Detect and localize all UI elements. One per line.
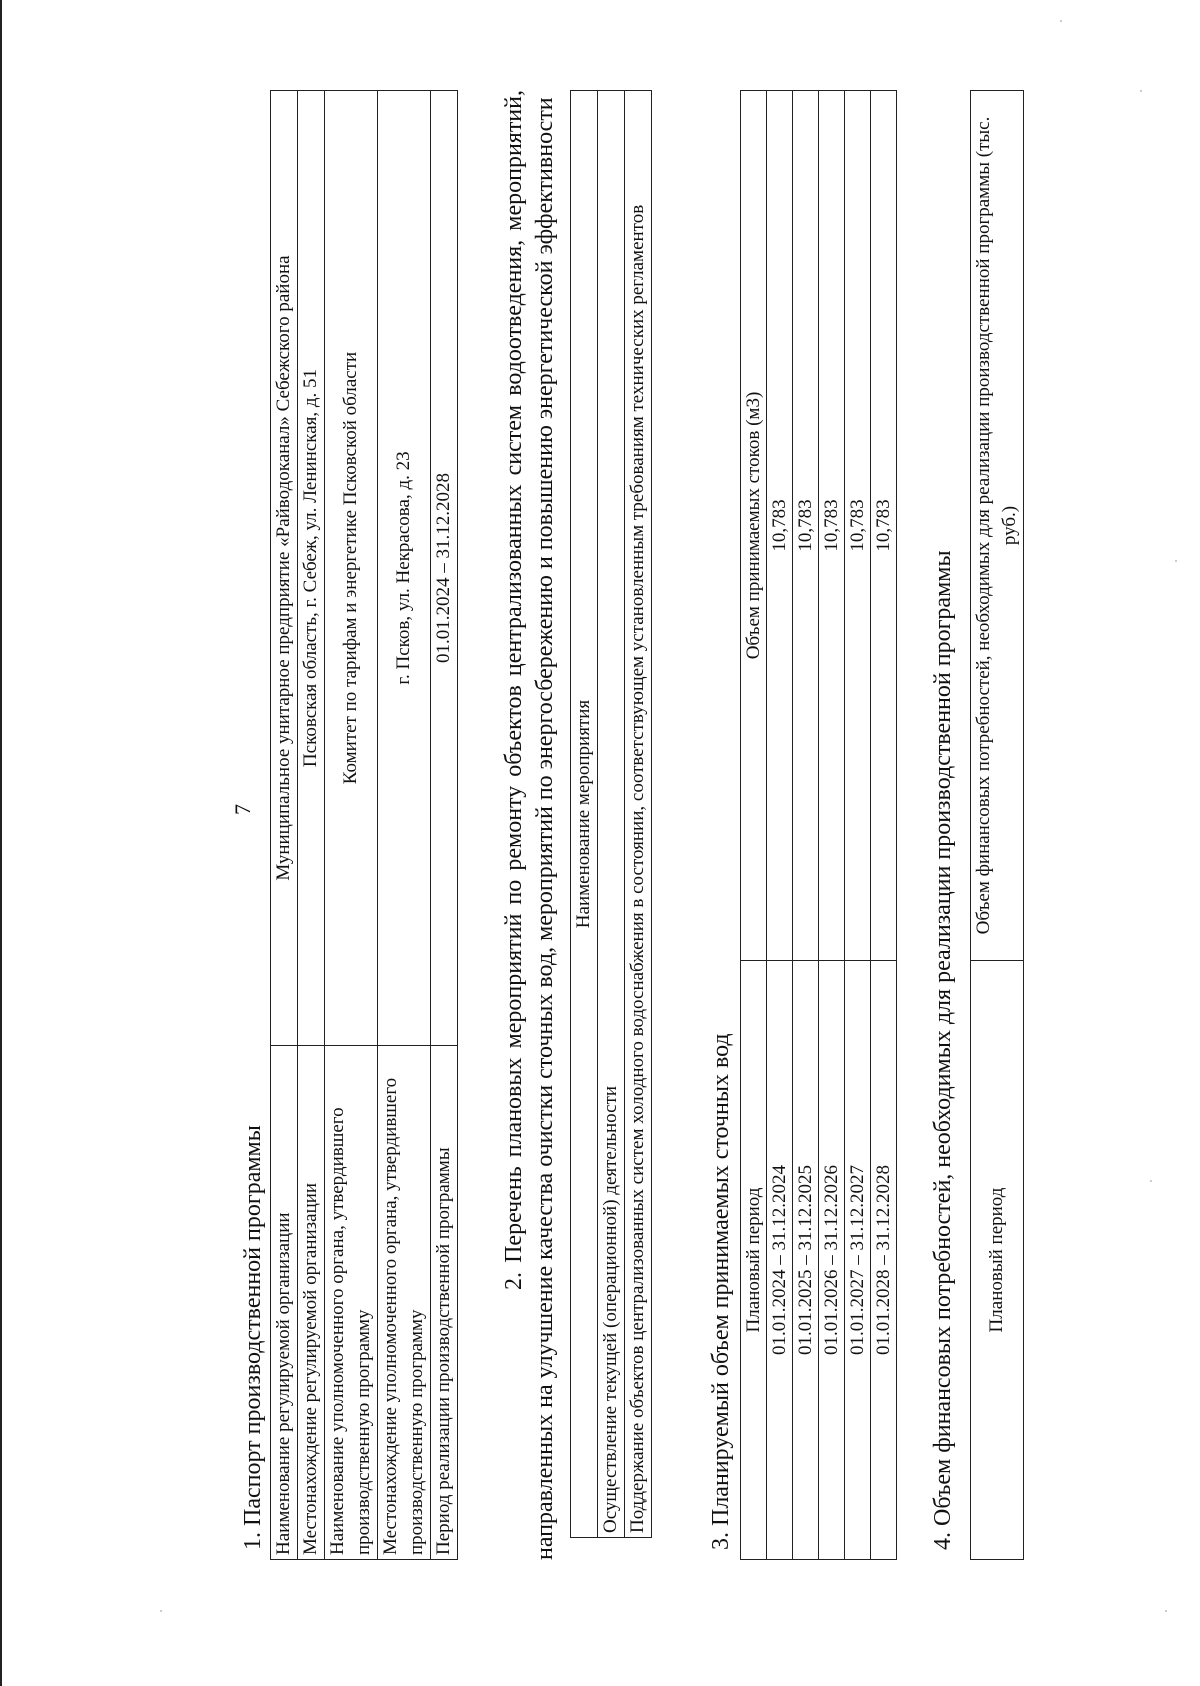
passport-table [270,90,458,1560]
table-cell-label: Наименование регулируемой организации [271,1046,298,1560]
table-cell-value: г. Псков, ул. Некрасова, д. 23 [378,91,431,1046]
table-row [598,91,625,1538]
table-header-row [741,91,767,1560]
section-1-title: 1. Паспорт производственной программы [240,1125,266,1550]
scan-speck [1150,1180,1152,1182]
table-cell-volume: 10,783 [793,91,819,961]
table-cell-period: 01.01.2028 – 31.12.2028 [871,961,897,1560]
table-cell-value: Псковская область, г. Себеж, ул. Ленинская, д. 51 [298,91,325,1046]
table-header-row [971,91,1024,1560]
section-3-title: 3. Планируемый объем принимаемых сточных вод [708,1033,734,1550]
table-cell-value: 01.01.2024 – 31.12.2028 [431,91,458,1046]
table-cell-period: 01.01.2027 – 31.12.2027 [845,961,871,1560]
table-row [325,91,378,1560]
table-cell-volume: 10,783 [819,91,845,961]
table-row [845,91,871,1560]
scan-speck [160,1610,162,1612]
section-2-title: 2. Перечень плановых мероприятий по ремонту объектов централизованных систем водоотведения, мероприятий, направленных на улучшение качества очистки сточных вод, мероприятий по энергосбережению и повышению энергетической эффективности [501,90,558,1560]
table-row [793,91,819,1560]
table-row [378,91,431,1560]
table-header-cell: Объем финансовых потребностей, необходимых для реализации производственной программы (тыс. руб.) [971,91,1024,961]
table-row [271,91,298,1560]
table-cell-volume: 10,783 [871,91,897,961]
table-header-row [571,91,598,1538]
section-4-title: 4. Объем финансовых потребностей, необходимых для реализации производственной программы [930,550,956,1550]
table-header-cell: Плановый период [971,961,1024,1560]
table-cell-label: Местонахождение уполномоченного органа, утвердившего производственную программу [378,1046,431,1560]
table-cell-period: 01.01.2024 – 31.12.2024 [767,961,793,1560]
scan-speck [1140,90,1142,92]
table-row [819,91,845,1560]
table-cell-value: Комитет по тарифам и энергетике Псковской области [325,91,378,1046]
scan-left-edge [0,0,2,1686]
table-row [431,91,458,1560]
volume-table [740,90,897,1560]
table-row [298,91,325,1560]
table-header-cell: Наименование мероприятия [571,91,598,1538]
table-row [767,91,793,1560]
table-cell-label: Местонахождение регулируемой организации [298,1046,325,1560]
table-cell-volume: 10,783 [845,91,871,961]
table-cell-label: Период реализации производственной программы [431,1046,458,1560]
table-header-cell: Объем принимаемых стоков (м3) [741,91,767,961]
table-cell: Осуществление текущей (операционной) деятельности [598,91,625,1538]
table-cell-label: Наименование уполномоченного органа, утвердившего производственную программу [325,1046,378,1560]
measures-table [570,90,652,1538]
scan-speck [1165,1610,1167,1612]
table-cell-volume: 10,783 [767,91,793,961]
scan-speck [1175,560,1177,562]
table-cell-value: Муниципальное унитарное предприятие «Райводоканал» Себежского района [271,91,298,1046]
table-cell-period: 01.01.2025 – 31.12.2025 [793,961,819,1560]
table-cell: Поддержание объектов централизованных систем холодного водоснабжения в состоянии, соответствующем установленным требованиям технических регламентов [625,91,652,1538]
table-row [871,91,897,1560]
finance-table [970,90,1024,1560]
table-row [625,91,652,1538]
table-cell-period: 01.01.2026 – 31.12.2026 [819,961,845,1560]
table-header-cell: Плановый период [741,961,767,1560]
page-number: 7 [230,804,255,815]
rotated-page-content [230,90,1100,1560]
scan-speck [1060,20,1062,22]
